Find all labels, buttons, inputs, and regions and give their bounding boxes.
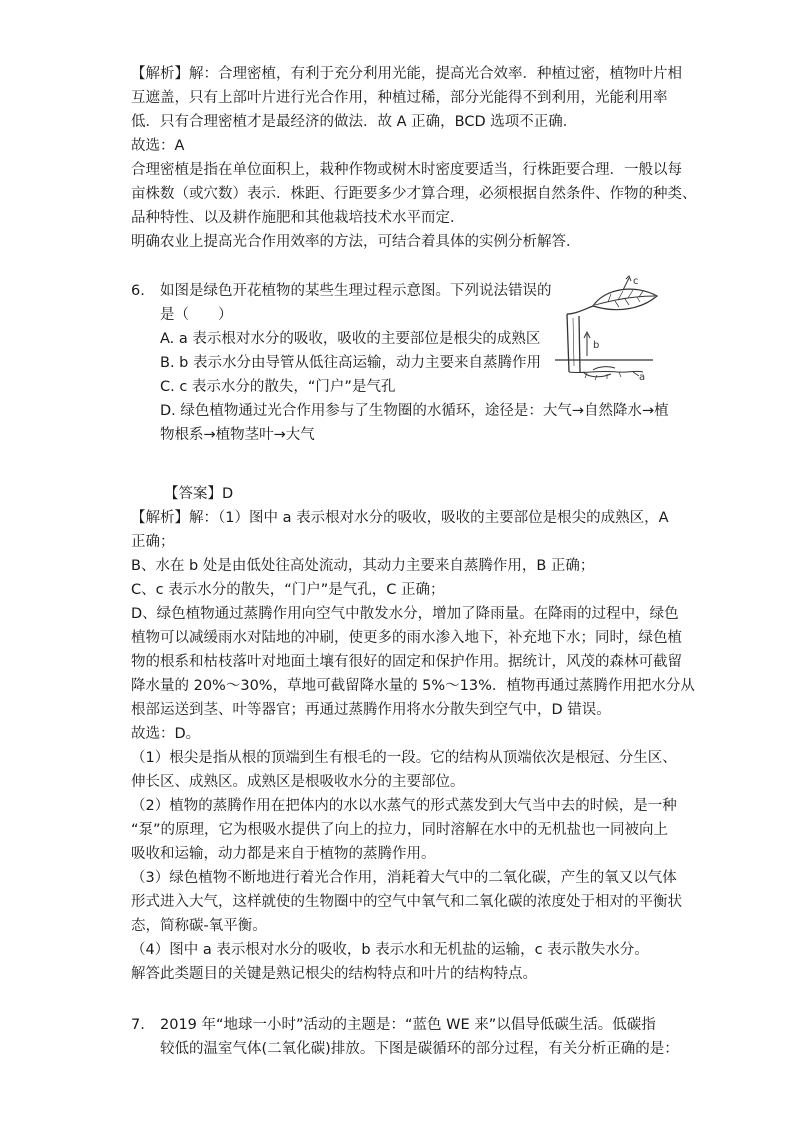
plant-diagram [553, 274, 663, 384]
analysis-line: 互遮盖，只有上部叶片进行光合作用，种植过稀，部分光能得不到利用，光能利用率 [131, 90, 668, 106]
option-a: A. a 表示根对水分的吸收，吸收的主要部位是根尖的成熟区 [160, 331, 541, 347]
stem-shape [567, 306, 593, 372]
analysis-line: 合理密植是指在单位面积上，栽种作物或树木时密度要适当，行株距要合理．一般以每 [131, 162, 682, 178]
analysis-line: 伸长区、成熟区。成熟区是根吸收水分的主要部位。 [131, 774, 465, 790]
analysis-line: 根部运送到茎、叶等器官；再通过蒸腾作用将水分散失到空气中，D 错误。 [131, 702, 611, 718]
analysis-line: D、绿色植物通过蒸腾作用向空气中散发水分，增加了降雨量。在降雨的过程中，绿色 [131, 606, 679, 622]
analysis-line: （4）图中 a 表示根对水分的吸收，b 表示水和无机盐的运输，c 表示散失水分。 [131, 942, 649, 958]
analysis-line: 物的根系和枯枝落叶对地面土壤有很好的固定和保护作用。据统计，风茂的森林可截留 [131, 654, 682, 670]
option-d-continued: 物根系→植物茎叶→大气 [160, 427, 315, 443]
question-stem: 较低的温室气体(二氧化碳)排放。下图是碳循环的部分过程，有关分析正确的是： [160, 1041, 679, 1057]
analysis-line: 明确农业上提高光合作用效率的方法，可结合着具体的实例分析解答． [131, 234, 581, 250]
option-b: B. b 表示水分由导管从低往高运输，动力主要来自蒸腾作用 [160, 355, 541, 371]
label-b: b [593, 340, 600, 351]
analysis-line: 【解析】解：合理密植，有利于充分利用光能，提高光合效率．种植过密，植物叶片相 [131, 66, 682, 82]
analysis-line: 吸收和运输，动力都是来自于植物的蒸腾作用。 [131, 846, 436, 862]
question-stem: 如图是绿色开花植物的某些生理过程示意图。下列说法错误的 [160, 283, 552, 299]
analysis-line: 品种特性、以及耕作施肥和其他栽培技术水平而定． [131, 210, 465, 226]
analysis-line: 降水量的 20%～30%，草地可截留降水量的 5%～13%．植物再通过蒸腾作用把水分从 [131, 678, 695, 694]
analysis-line: （1）根尖是指从根的顶端到生有根毛的一段。它的结构从顶端依次是根冠、分生区、 [131, 750, 677, 766]
analysis-line: B、水在 b 处是由低处往高处流动，其动力主要来自蒸腾作用，B 正确； [131, 558, 595, 574]
question-stem: 2019 年“地球一小时”活动的主题是：“蓝色 WE 来”以倡导低碳生活。低碳指 [160, 1017, 656, 1033]
analysis-line: 植物可以减缓雨水对陆地的冲刷，使更多的雨水渗入地下，补充地下水；同时，绿色植 [131, 630, 682, 646]
analysis-line: （2）植物的蒸腾作用在把体内的水以水蒸气的形式蒸发到大气当中去的时候，是一种 [131, 798, 677, 814]
analysis-line: 【解析】解：（1）图中 a 表示根对水分的吸收，吸收的主要部位是根尖的成熟区，A [131, 510, 669, 526]
option-d: D. 绿色植物通过光合作用参与了生物圈的水循环，途径是：大气→自然降水→植 [160, 403, 669, 419]
answer-label: 【答案】D [164, 486, 234, 502]
analysis-line: C、c 表示水分的散失，“门户”是气孔，C 正确； [131, 582, 445, 598]
analysis-line: “泵”的原理，它为根吸水提供了向上的拉力，同时溶解在水中的无机盐也一同被向上 [131, 822, 669, 838]
question-stem: 是（ ） [160, 307, 233, 323]
analysis-line: （3）绿色植物不断地进行着光合作用，消耗着大气中的二氧化碳，产生的氧又以气体 [131, 870, 677, 886]
analysis-line: 正确； [131, 534, 175, 550]
label-a: a [639, 372, 646, 383]
analysis-line: 亩株数（或穴数）表示．株距、行距要多少才算合理，必须根据自然条件、作物的种类、 [131, 186, 697, 202]
answer-choice-line: 故选：D。 [131, 726, 201, 742]
question-number: 7. [131, 1017, 145, 1033]
analysis-line: 低．只有合理密植才是最经济的做法．故 A 正确，BCD 选项不正确． [131, 114, 578, 130]
question-number: 6. [131, 283, 145, 299]
label-c: c [633, 276, 639, 287]
answer-choice-line: 故选：A [131, 138, 185, 154]
analysis-line: 态，简称碳-氧平衡。 [131, 918, 267, 934]
option-c: C. c 表示水分的散失，“门户”是气孔 [160, 379, 396, 395]
analysis-line: 解答此类题目的关键是熟记根尖的结构特点和叶片的结构特点。 [131, 966, 537, 982]
analysis-line: 形式进入大气，这样就使的生物圈中的空气中氧气和二氧化碳的浓度处于相对的平衡状 [131, 894, 682, 910]
